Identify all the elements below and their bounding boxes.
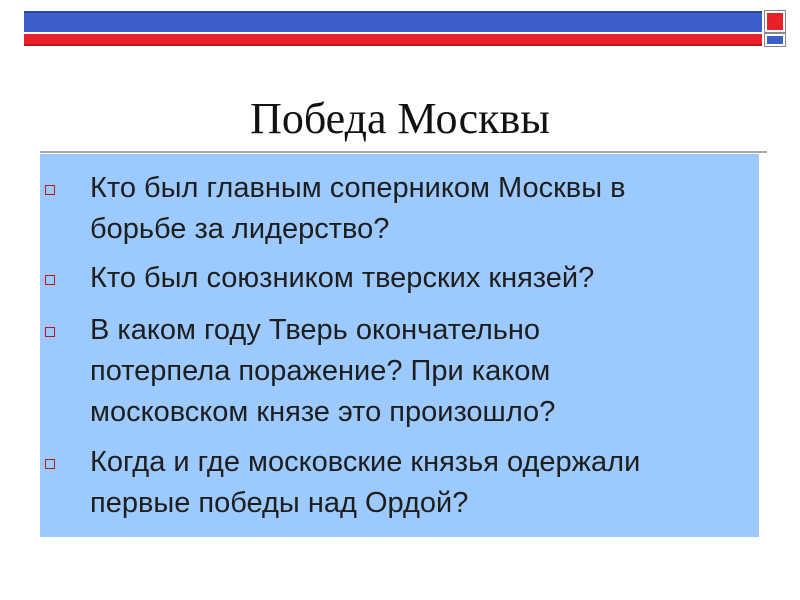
list-item-text: Когда и где московские князья одержали первые победы над Ордой? (90, 446, 641, 519)
header-bar-blue (24, 11, 762, 32)
header-corner-square-red (765, 11, 785, 32)
hollow-square-bullet-icon (45, 275, 55, 285)
slide-title: Победа Москвы (250, 94, 550, 143)
title-divider (40, 151, 767, 153)
hollow-square-bullet-icon (45, 327, 55, 337)
list-item-text: Кто был союзником тверских князей? (90, 262, 595, 294)
header-bar-red (24, 34, 762, 46)
question-list-panel (40, 154, 759, 537)
list-item-text: В каком году Тверь окончательно потерпела поражение? При каком московском князе это произошло? (90, 314, 556, 428)
hollow-square-bullet-icon (45, 185, 55, 195)
hollow-square-bullet-icon (45, 459, 55, 469)
header-corner-square-blue (765, 34, 785, 46)
list-item-text: Кто был главным соперником Москвы в борьбе за лидерство? (90, 172, 626, 245)
